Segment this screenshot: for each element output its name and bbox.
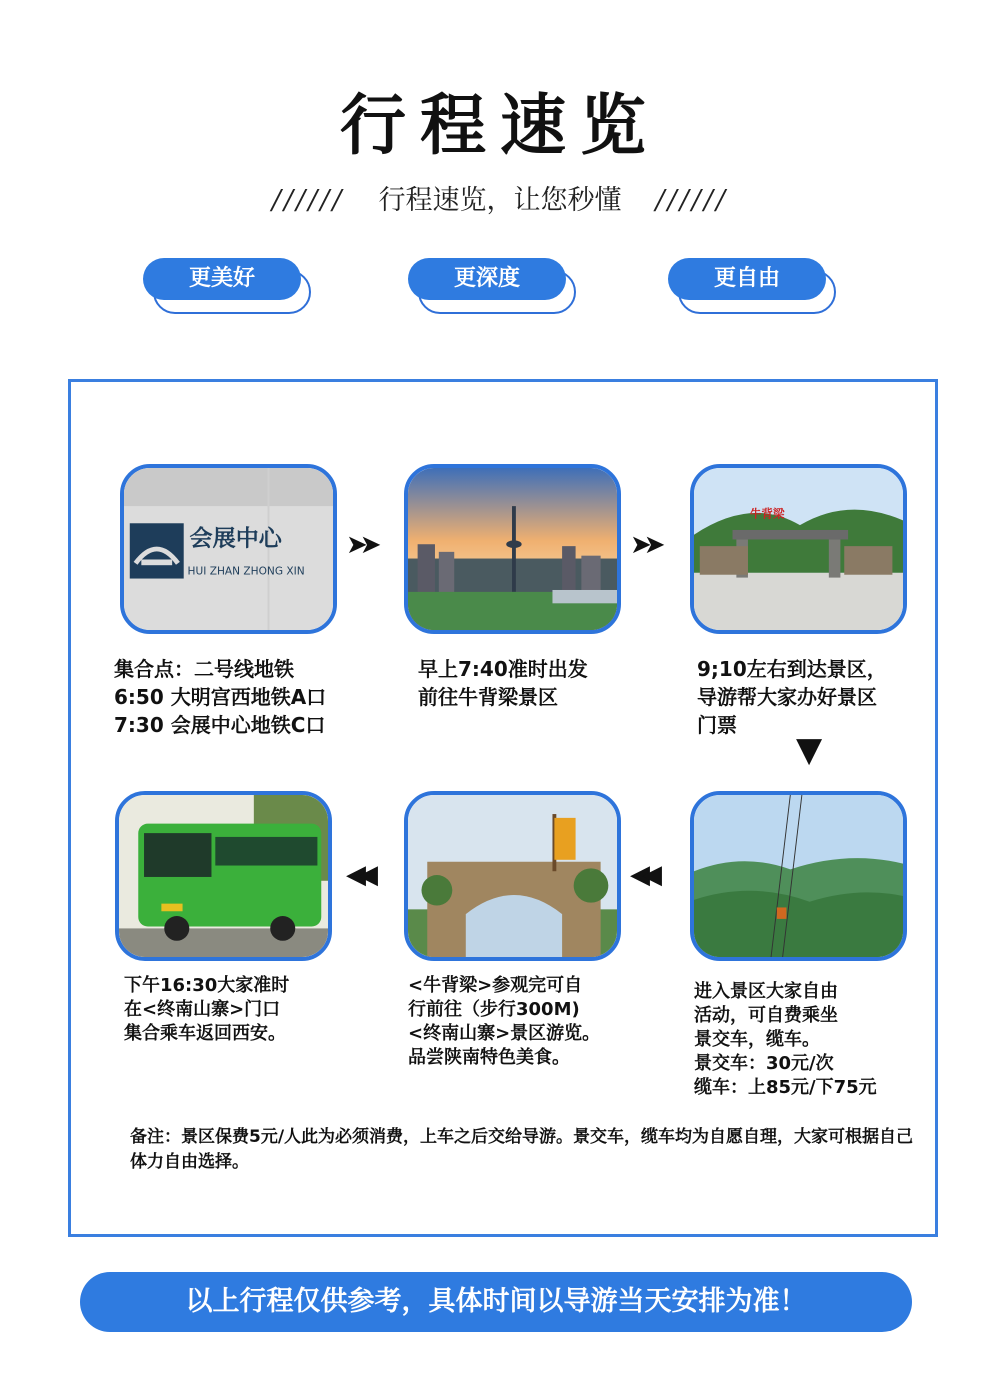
arrow-right-icon: ➤➤ bbox=[630, 530, 658, 560]
caption-step-4 bbox=[694, 980, 877, 1100]
caption-step-5 bbox=[408, 974, 600, 1070]
caption-line: 7:30 会展中心地铁C口 bbox=[114, 713, 326, 737]
caption-line: 集合点：二号线地铁 bbox=[114, 657, 294, 681]
caption-step-2 bbox=[418, 655, 588, 711]
caption-step-3 bbox=[697, 655, 887, 739]
photo-tour-bus bbox=[115, 791, 332, 961]
arrow-left-icon: ◀◀ bbox=[630, 860, 654, 890]
gate-sign-text: 牛背梁 bbox=[749, 506, 785, 521]
sign-text-cn: 会展中心 bbox=[189, 526, 282, 553]
caption-line: 6:50 大明宫西地铁A口 bbox=[114, 685, 327, 709]
photo-city-sunrise bbox=[404, 464, 621, 634]
caption-line: 活动，可自费乘坐 bbox=[694, 1005, 838, 1026]
tag-deeper bbox=[408, 258, 576, 314]
tag-label: 更自由 bbox=[668, 258, 826, 300]
sign-text-en: HUI ZHAN ZHONG XIN bbox=[187, 565, 305, 578]
decorative-slashes-left: ////// bbox=[271, 185, 345, 216]
remarks-note: 备注：景区保费5元/人此为必须消费，上车之后交给导游。景交车，缆车均为自愿自理，大家可根据自己体力自由选择。 bbox=[130, 1127, 914, 1172]
photo-cable-car bbox=[690, 791, 907, 961]
caption-line: <终南山寨>景区游览。 bbox=[408, 1023, 601, 1044]
arrow-right-icon: ➤➤ bbox=[346, 530, 374, 560]
photo-stone-arch bbox=[404, 791, 621, 961]
caption-line: 品尝陕南特色美食。 bbox=[408, 1047, 570, 1068]
photo-huizhan-center bbox=[120, 464, 337, 634]
caption-line: <牛背梁>参观完可自 bbox=[408, 975, 583, 996]
caption-line: 在<终南山寨>门口 bbox=[124, 999, 281, 1020]
tag-freer bbox=[668, 258, 836, 314]
caption-line: 景交车：30元/次 bbox=[694, 1053, 834, 1074]
caption-line: 缆车：上85元/下75元 bbox=[694, 1077, 877, 1098]
caption-step-1 bbox=[114, 655, 326, 739]
caption-line: 进入景区大家自由 bbox=[694, 981, 838, 1002]
caption-line: 9;10左右到达景区， bbox=[697, 657, 887, 681]
caption-line: 下午16:30大家准时 bbox=[124, 975, 290, 996]
caption-line: 行前往（步行300M) bbox=[408, 999, 580, 1020]
caption-line: 导游帮大家办好景区 bbox=[697, 685, 877, 709]
subtitle-text: 行程速览，让您秒懂 bbox=[378, 185, 622, 216]
footer-banner: 以上行程仅供参考，具体时间以导游当天安排为准！ bbox=[80, 1272, 912, 1332]
caption-line: 早上7:40准时出发 bbox=[418, 657, 588, 681]
tag-label: 更深度 bbox=[408, 258, 566, 300]
tag-label: 更美好 bbox=[143, 258, 301, 300]
page-subtitle bbox=[0, 178, 1000, 217]
caption-line: 景交车，缆车。 bbox=[694, 1029, 820, 1050]
arrow-down-icon: ▼ bbox=[796, 730, 823, 770]
page-title: 行程速览 bbox=[340, 87, 660, 164]
tag-better bbox=[143, 258, 311, 314]
photo-scenic-gate bbox=[690, 464, 907, 634]
caption-line: 集合乘车返回西安。 bbox=[124, 1023, 286, 1044]
decorative-slashes-right: ////// bbox=[655, 185, 729, 216]
caption-line: 门票 bbox=[697, 713, 737, 737]
arrow-left-icon: ◀◀ bbox=[346, 860, 370, 890]
caption-line: 前往牛背梁景区 bbox=[418, 685, 558, 709]
caption-step-6 bbox=[124, 974, 289, 1046]
